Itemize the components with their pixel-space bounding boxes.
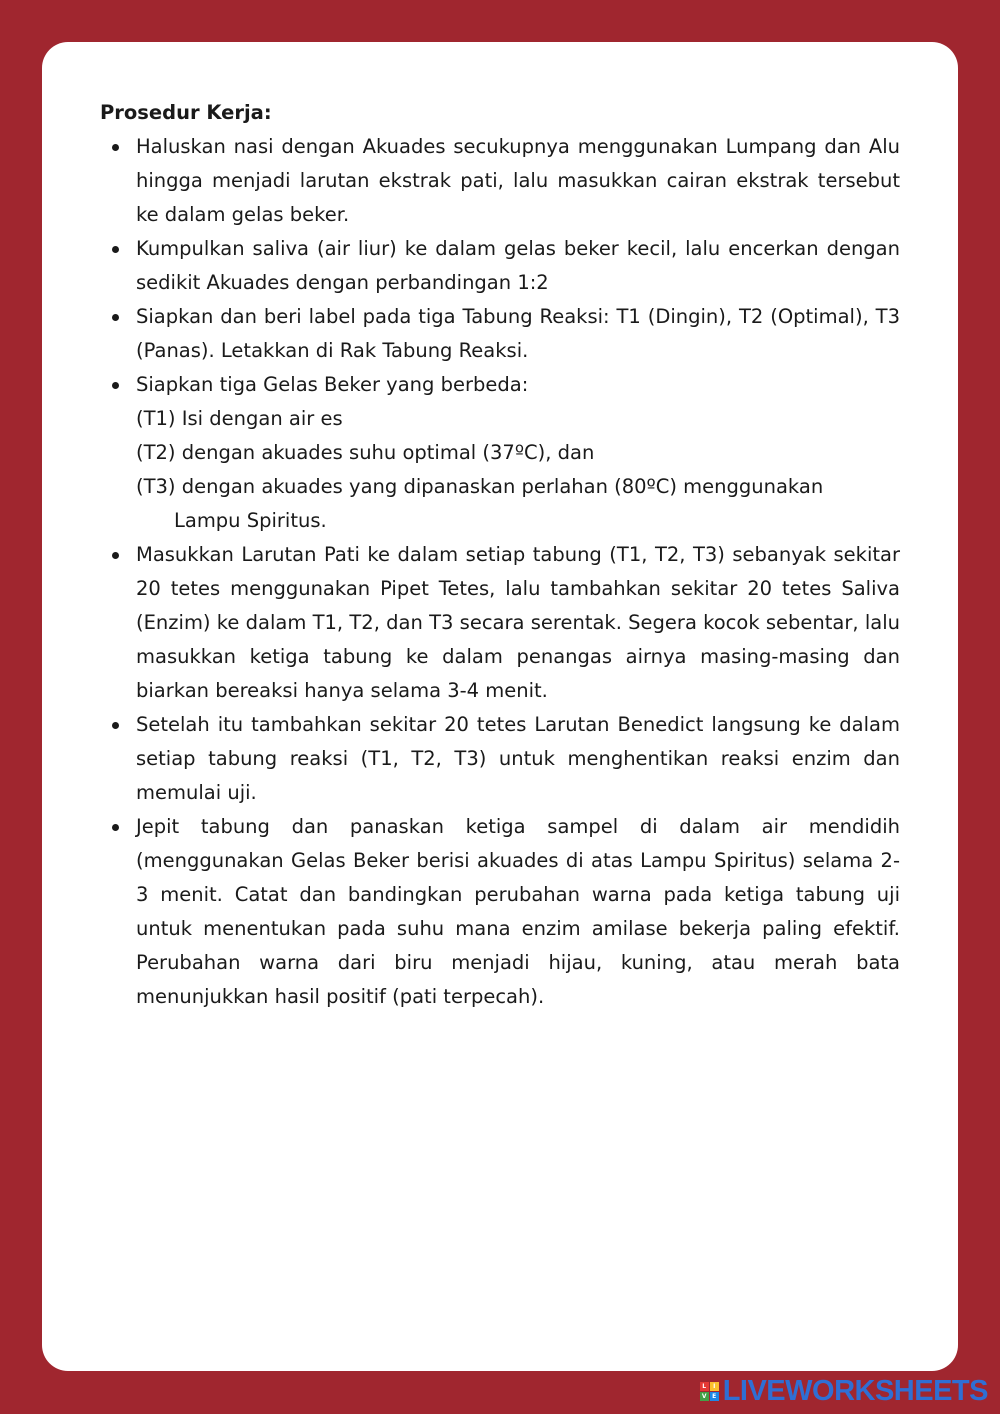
liveworksheets-logo-icon xyxy=(700,1382,719,1401)
brand-text: LIVEWORKSHEETS xyxy=(722,1375,988,1407)
procedure-step-4 xyxy=(100,368,900,538)
logo-tile: E xyxy=(710,1392,719,1401)
logo-tile: L xyxy=(700,1382,709,1391)
step-text: Haluskan nasi dengan Akuades secukupnya menggunakan Lumpang dan Alu hingga menjadi larutan ekstrak pati, lalu masukkan cairan ekstrak tersebut ke dalam gelas beker. xyxy=(136,135,900,226)
procedure-step-1 xyxy=(100,130,900,232)
step-text: Kumpulkan saliva (air liur) ke dalam gelas beker kecil, lalu encerkan dengan sedikit Akuades dengan perbandingan 1:2 xyxy=(136,237,900,294)
procedure-heading: Prosedur Kerja: xyxy=(100,101,272,124)
step-sub-line-t3-continued: Lampu Spiritus. xyxy=(174,509,327,532)
step-text: Siapkan dan beri label pada tiga Tabung Reaksi: T1 (Dingin), T2 (Optimal), T3 (Panas). Letakkan di Rak Tabung Reaksi. xyxy=(136,305,900,362)
liveworksheets-brand[interactable] xyxy=(700,1376,988,1406)
logo-tile: I xyxy=(710,1382,719,1391)
step-text: Siapkan tiga Gelas Beker yang berbeda: xyxy=(136,373,529,396)
logo-tile: V xyxy=(700,1392,709,1401)
step-text: Setelah itu tambahkan sekitar 20 tetes Larutan Benedict langsung ke dalam setiap tabung reaksi (T1, T2, T3) untuk menghentikan reaksi enzim dan memulai uji. xyxy=(136,713,900,804)
step-text: Jepit tabung dan panaskan ketiga sampel di dalam air mendidih (menggunakan Gelas Beker berisi akuades di atas Lampu Spiritus) selama 2-3 menit. Catat dan bandingkan perubahan warna pada ketiga tabung uji untuk menentukan pada suhu mana enzim amilase bekerja paling efektif. Perubahan warna dari biru menjadi hijau, kuning, atau merah bata menunjukkan hasil positif (pati terpecah). xyxy=(136,815,900,1008)
step-sub-line-t2: (T2) dengan akuades suhu optimal (37ºC), dan xyxy=(136,441,595,464)
procedure-steps-list xyxy=(100,130,900,1014)
step-sub-line-t1: (T1) Isi dengan air es xyxy=(136,407,343,430)
procedure-section xyxy=(100,96,900,1014)
step-text: Masukkan Larutan Pati ke dalam setiap tabung (T1, T2, T3) sebanyak sekitar 20 tetes menggunakan Pipet Tetes, lalu tambahkan sekitar 20 tetes Saliva (Enzim) ke dalam T1, T2, dan T3 secara serentak. Segera kocok sebentar, lalu masukkan ketiga tabung ke dalam penangas airnya masing-masing dan biarkan bereaksi hanya selama 3-4 menit. xyxy=(136,543,900,702)
procedure-step-6 xyxy=(100,708,900,810)
procedure-step-3 xyxy=(100,300,900,368)
worksheet-card xyxy=(42,42,958,1371)
procedure-step-5 xyxy=(100,538,900,708)
step-sub-line-t3: (T3) dengan akuades yang dipanaskan perlahan (80ºC) menggunakan xyxy=(136,475,824,498)
procedure-step-7 xyxy=(100,810,900,1014)
procedure-step-2 xyxy=(100,232,900,300)
